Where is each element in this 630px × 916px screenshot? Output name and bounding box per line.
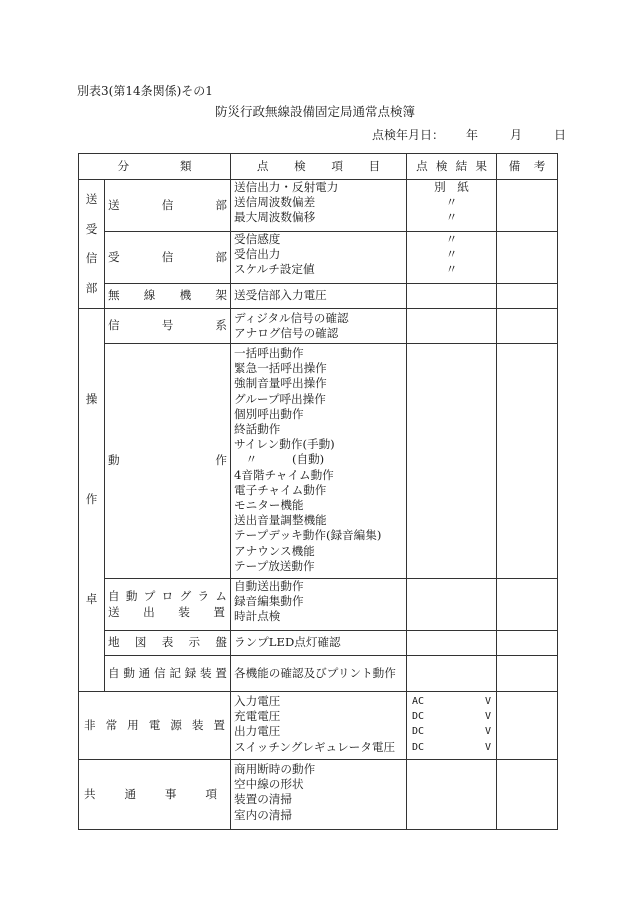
power-result-line[interactable] bbox=[410, 724, 493, 739]
current-type: DC bbox=[412, 726, 425, 738]
spaced-label bbox=[82, 159, 227, 174]
label-char: 系 bbox=[215, 318, 227, 333]
label-char: 線 bbox=[143, 288, 156, 303]
rack-items bbox=[231, 284, 407, 309]
list-item: ランプLED点灯確認 bbox=[234, 635, 341, 650]
table-row bbox=[79, 656, 558, 692]
transmitter-label bbox=[105, 180, 231, 232]
label-char: 図 bbox=[134, 635, 147, 650]
label-char: 点 bbox=[256, 158, 269, 173]
list-item: 装置の清掃 bbox=[234, 792, 292, 807]
list-item: 〃 bbox=[445, 247, 458, 262]
date-year: 年 bbox=[466, 128, 479, 142]
label-char: 結 bbox=[455, 158, 468, 173]
unit-label: V bbox=[484, 696, 491, 707]
label-char: 送 bbox=[85, 192, 98, 207]
unit-label: V bbox=[484, 741, 491, 753]
label-char: プ bbox=[143, 589, 156, 604]
label-char: 動 bbox=[123, 665, 135, 680]
label-char: 自 bbox=[108, 665, 120, 680]
spaced-label bbox=[108, 453, 227, 468]
list-item: 送信出力・反射電力 bbox=[234, 180, 339, 194]
spaced-label bbox=[108, 605, 227, 620]
list-item: テープ放送動作 bbox=[234, 558, 315, 573]
remarks-cell[interactable] bbox=[497, 760, 558, 830]
table-row bbox=[79, 579, 558, 631]
remarks-cell[interactable] bbox=[497, 284, 558, 309]
section-common-label bbox=[79, 760, 231, 830]
result-cell[interactable] bbox=[407, 631, 497, 656]
spaced-label bbox=[82, 787, 227, 802]
power-result-line[interactable] bbox=[410, 709, 493, 724]
list-item: 自動送出動作 bbox=[234, 579, 304, 593]
remarks-cell[interactable] bbox=[497, 344, 558, 579]
current-type: AC bbox=[412, 696, 425, 707]
list-item: 強制音量呼出操作 bbox=[234, 376, 327, 391]
list-item: 時計点検 bbox=[234, 609, 281, 624]
power-results[interactable] bbox=[407, 692, 497, 760]
label-char: 源 bbox=[170, 717, 182, 732]
label-char: 装 bbox=[178, 604, 190, 619]
list-item: モニター機能 bbox=[234, 498, 304, 513]
label-char: ム bbox=[215, 589, 227, 604]
list-item: 一括呼出動作 bbox=[234, 346, 304, 360]
map-label bbox=[105, 631, 231, 656]
form-reference: 別表3(第14条関係)その1 bbox=[77, 84, 213, 98]
list-item: 受信感度 bbox=[234, 232, 281, 246]
label-char: 常 bbox=[105, 717, 118, 732]
label-char: 置 bbox=[213, 717, 225, 732]
label-char: 考 bbox=[533, 158, 546, 173]
list-item: 録音編集動作 bbox=[234, 594, 304, 609]
inspection-table bbox=[78, 153, 558, 830]
label-char: 操 bbox=[85, 392, 98, 407]
list-item: サイレン動作(手動) bbox=[234, 437, 335, 452]
label-char: 地 bbox=[108, 635, 120, 650]
label-char: 信 bbox=[161, 197, 174, 212]
list-item: 出力電圧 bbox=[234, 724, 281, 739]
label-char: 架 bbox=[215, 288, 227, 303]
label-char: 無 bbox=[108, 288, 120, 303]
signal-items bbox=[231, 309, 407, 344]
list-item: 受信出力 bbox=[234, 247, 281, 262]
label-char: 信 bbox=[85, 251, 98, 266]
label-char: 事 bbox=[164, 786, 177, 801]
spaced-label bbox=[82, 185, 101, 303]
date-day: 日 bbox=[554, 128, 567, 142]
label-char: 通 bbox=[124, 786, 137, 801]
label-char: 置 bbox=[213, 604, 225, 619]
remarks-cell[interactable] bbox=[497, 656, 558, 692]
header-category bbox=[79, 154, 231, 180]
spaced-label bbox=[108, 250, 227, 265]
spaced-label bbox=[108, 589, 227, 604]
header-items bbox=[231, 154, 407, 180]
label-char: 類 bbox=[179, 158, 192, 173]
power-result-line[interactable] bbox=[410, 740, 493, 755]
power-result-line[interactable] bbox=[410, 694, 493, 709]
list-item: 送信周波数偏差 bbox=[234, 195, 316, 210]
table-row bbox=[79, 344, 558, 579]
result-cell[interactable] bbox=[407, 579, 497, 631]
spaced-label bbox=[82, 350, 101, 650]
section-power-label bbox=[79, 692, 231, 760]
list-item: 充電電圧 bbox=[234, 709, 281, 724]
label-char: 装 bbox=[199, 665, 212, 680]
unit-label: V bbox=[484, 726, 491, 738]
spaced-label bbox=[108, 288, 227, 303]
label-char: 盤 bbox=[215, 635, 227, 650]
unit-label: V bbox=[484, 711, 491, 723]
label-char: 動 bbox=[108, 453, 120, 468]
current-type: DC bbox=[412, 741, 425, 753]
inspection-date-line bbox=[372, 128, 566, 142]
list-item: アナログ信号の確認 bbox=[234, 326, 339, 340]
spaced-label bbox=[500, 159, 554, 174]
list-item: 〃 (自動) bbox=[234, 452, 325, 467]
label-char: 項 bbox=[331, 158, 343, 173]
label-char: 信 bbox=[108, 318, 120, 333]
power-items bbox=[231, 692, 407, 760]
section-transceiver-label bbox=[79, 180, 105, 309]
label-char: 動 bbox=[125, 589, 138, 604]
header-result bbox=[407, 154, 497, 180]
list-item: 空中線の形状 bbox=[234, 777, 304, 792]
list-item: ディジタル信号の確認 bbox=[234, 310, 349, 325]
receiver-items bbox=[231, 232, 407, 284]
section-console-label bbox=[79, 309, 105, 692]
rack-label bbox=[105, 284, 231, 309]
recorder-items bbox=[231, 656, 407, 692]
label-char: 果 bbox=[475, 158, 487, 173]
remarks-cell[interactable] bbox=[497, 180, 558, 232]
list-item: 別 紙 bbox=[434, 180, 469, 194]
list-item: 〃 bbox=[445, 210, 458, 225]
remarks-cell[interactable] bbox=[497, 232, 558, 284]
label-char: 表 bbox=[161, 635, 174, 650]
label-char: 置 bbox=[215, 665, 227, 680]
spaced-label bbox=[108, 666, 227, 681]
result-cell[interactable] bbox=[407, 344, 497, 579]
program-items bbox=[231, 579, 407, 631]
label-char: 部 bbox=[215, 249, 227, 264]
list-item: 電子チャイム動作 bbox=[234, 482, 327, 497]
result-cell[interactable] bbox=[407, 760, 497, 830]
table-row bbox=[79, 309, 558, 344]
list-item: テープデッキ動作(録音編集) bbox=[234, 528, 382, 543]
result-cell[interactable] bbox=[407, 309, 497, 344]
table-row bbox=[79, 760, 558, 830]
form-title: 防災行政無線設備固定局通常点検簿 bbox=[214, 104, 415, 119]
label-char: 用 bbox=[127, 717, 139, 732]
list-item: 個別呼出動作 bbox=[234, 406, 304, 421]
label-char: 目 bbox=[368, 158, 381, 173]
label-char: 信 bbox=[161, 249, 174, 264]
label-char: 受 bbox=[108, 249, 120, 264]
label-char: 送 bbox=[108, 197, 120, 212]
label-char: 自 bbox=[108, 589, 120, 604]
list-item: 商用断時の動作 bbox=[234, 762, 316, 776]
label-char: 信 bbox=[153, 665, 166, 680]
label-char: ラ bbox=[197, 589, 210, 604]
table-row bbox=[79, 631, 558, 656]
remarks-cell[interactable] bbox=[497, 579, 558, 631]
label-char: 部 bbox=[85, 280, 98, 295]
label-char: 項 bbox=[205, 786, 217, 801]
label-char: 受 bbox=[85, 221, 98, 236]
label-char: 分 bbox=[117, 158, 130, 173]
list-item: 各機能の確認及びプリント動作 bbox=[234, 665, 396, 680]
recorder-label bbox=[105, 656, 231, 692]
label-char: 記 bbox=[169, 665, 181, 680]
map-items bbox=[231, 631, 407, 656]
label-char: 示 bbox=[188, 635, 201, 650]
table-row bbox=[79, 180, 558, 232]
table-header-row bbox=[79, 154, 558, 180]
spaced-label bbox=[410, 159, 493, 174]
common-items bbox=[231, 760, 407, 830]
label-char: 送 bbox=[108, 604, 120, 619]
transmitter-items bbox=[231, 180, 407, 232]
list-item: 〃 bbox=[445, 195, 458, 210]
list-item: スケルチ設定値 bbox=[234, 262, 315, 277]
label-char: 点 bbox=[416, 158, 428, 173]
program-label bbox=[105, 579, 231, 631]
current-type: DC bbox=[412, 711, 425, 723]
transmitter-results[interactable] bbox=[407, 180, 497, 232]
receiver-label bbox=[105, 232, 231, 284]
operation-label bbox=[105, 344, 231, 579]
label-char: 共 bbox=[84, 786, 96, 801]
list-item: 緊急一括呼出操作 bbox=[234, 361, 327, 376]
table-row bbox=[79, 284, 558, 309]
list-item: アナウンス機能 bbox=[234, 543, 315, 558]
remarks-cell[interactable] bbox=[497, 631, 558, 656]
list-item: 入力電圧 bbox=[234, 694, 281, 708]
signal-label bbox=[105, 309, 231, 344]
date-month: 月 bbox=[510, 128, 523, 142]
spaced-label bbox=[82, 718, 227, 733]
remarks-cell[interactable] bbox=[497, 309, 558, 344]
result-cell[interactable] bbox=[407, 284, 497, 309]
label-char: 作 bbox=[85, 492, 98, 507]
header-remarks bbox=[497, 154, 558, 180]
label-char: 電 bbox=[148, 717, 161, 732]
list-item: 最大周波数偏移 bbox=[234, 210, 316, 225]
spaced-label bbox=[108, 318, 227, 333]
list-item: 室内の清掃 bbox=[234, 807, 292, 822]
list-item: 送出音量調整機能 bbox=[234, 513, 327, 528]
list-item: 〃 bbox=[445, 232, 458, 246]
list-item: スイッチングレギュレータ電圧 bbox=[234, 739, 396, 754]
label-char: グ bbox=[179, 589, 192, 604]
receiver-results[interactable] bbox=[407, 232, 497, 284]
label-char: 出 bbox=[143, 604, 155, 619]
label-char: 号 bbox=[161, 318, 174, 333]
list-item: 送受信部入力電圧 bbox=[234, 288, 327, 303]
remarks-cell[interactable] bbox=[497, 692, 558, 760]
list-item: 4音階チャイム動作 bbox=[234, 467, 334, 482]
label-char: 通 bbox=[138, 665, 151, 680]
label-char: 卓 bbox=[85, 592, 98, 607]
label-char: 備 bbox=[508, 158, 521, 173]
result-cell[interactable] bbox=[407, 656, 497, 692]
list-item: 〃 bbox=[445, 262, 458, 277]
label-char: 録 bbox=[184, 665, 197, 680]
list-item: 終話動作 bbox=[234, 422, 281, 437]
label-char: 検 bbox=[294, 158, 306, 173]
label-char: 機 bbox=[179, 288, 192, 303]
label-char: ロ bbox=[161, 589, 174, 604]
table-row bbox=[79, 232, 558, 284]
label-char: 検 bbox=[435, 158, 448, 173]
table-row bbox=[79, 692, 558, 760]
label-char: 非 bbox=[84, 717, 96, 732]
spaced-label bbox=[234, 159, 403, 174]
label-char: 装 bbox=[191, 717, 204, 732]
list-item: グループ呼出操作 bbox=[234, 391, 326, 406]
date-label: 点検年月日： bbox=[372, 128, 445, 142]
spaced-label bbox=[108, 635, 227, 650]
label-char: 部 bbox=[215, 197, 227, 212]
label-char: 作 bbox=[215, 453, 227, 468]
spaced-label bbox=[108, 198, 227, 213]
operation-items bbox=[231, 344, 407, 579]
